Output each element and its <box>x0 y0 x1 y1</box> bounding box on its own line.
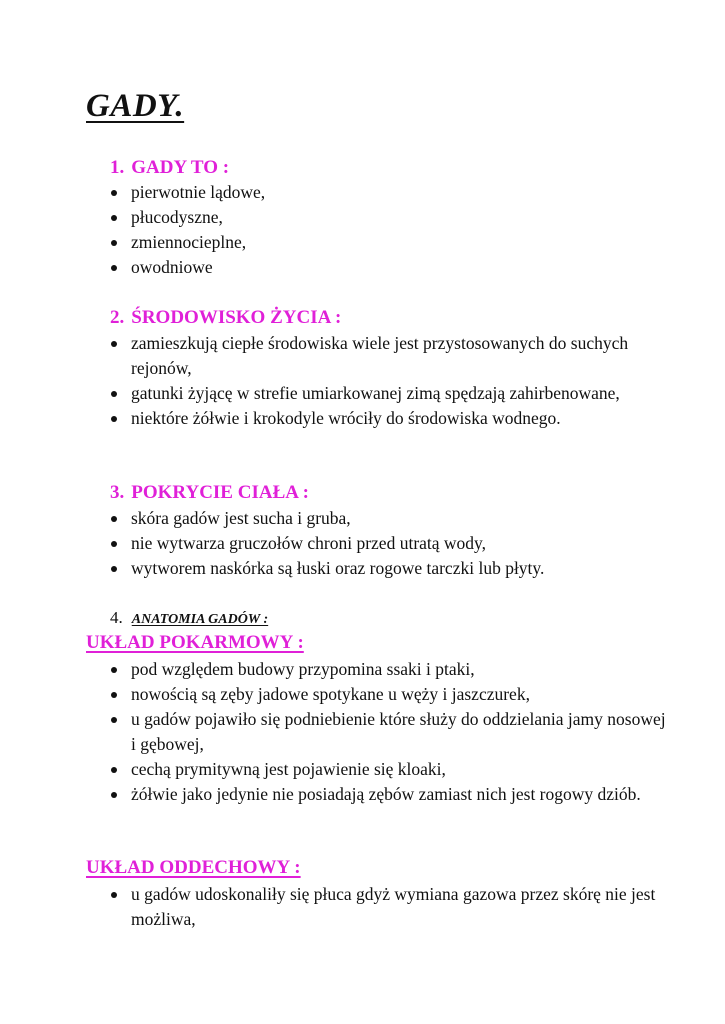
list-item-text: zamieszkują ciepłe środowiska wiele jest przystosowanych do suchych rejonów, <box>131 333 629 378</box>
list-item-text: gatunki żyjącę w strefie umiarkowanej zimą spędzają zahirbenowane, <box>131 383 620 403</box>
subsection-list-respiratory <box>108 882 668 932</box>
section-title: ANATOMIA GADÓW : <box>131 612 269 627</box>
section-title: GADY TO : <box>131 157 230 178</box>
list-item-text: nie wytwarza gruczołów chroni przed utratą wody, <box>131 533 487 553</box>
bullet-icon <box>111 767 117 773</box>
bullet-icon <box>111 190 117 196</box>
bullet-icon <box>111 240 117 246</box>
list-item-text: wytworem naskórka są łuski oraz rogowe tarczki lub płyty. <box>131 558 545 578</box>
section-number: 4. <box>110 608 123 627</box>
bullet-icon <box>111 416 117 422</box>
list-item-text: płucodyszne, <box>131 207 223 227</box>
list-item <box>108 556 668 581</box>
list-item-text: cechą prymitywną jest pojawienie się kloaki, <box>131 759 446 779</box>
bullet-icon <box>111 792 117 798</box>
section-title: POKRYCIE CIAŁA : <box>131 482 309 503</box>
bullet-icon <box>111 516 117 522</box>
list-item <box>108 757 668 782</box>
subsection-heading-digestive: UKŁAD POKARMOWY : <box>86 632 304 653</box>
list-item <box>108 406 668 431</box>
list-item-text: u gadów pojawiło się podniebienie które służy do oddzielania jamy nosowej i gębowej, <box>131 709 666 754</box>
section-heading-3 <box>110 481 309 505</box>
section-list-1 <box>108 180 668 280</box>
list-item-text: niektóre żółwie i krokodyle wróciły do środowiska wodnego. <box>131 408 561 428</box>
section-heading-2 <box>110 306 341 330</box>
list-item-text: żółwie jako jedynie nie posiadają zębów zamiast nich jest rogowy dziób. <box>131 784 641 804</box>
list-item <box>108 531 668 556</box>
section-title: ŚRODOWISKO ŻYCIA : <box>131 307 342 328</box>
list-item <box>108 230 668 255</box>
bullet-icon <box>111 341 117 347</box>
list-item <box>108 381 668 406</box>
list-item <box>108 782 668 807</box>
list-item <box>108 882 668 932</box>
section-number: 2. <box>110 307 125 328</box>
list-item <box>108 180 668 205</box>
list-item-text: nowością są zęby jadowe spotykane u węży i jaszczurek, <box>131 684 530 704</box>
list-item <box>108 506 668 531</box>
bullet-icon <box>111 692 117 698</box>
section-number: 1. <box>110 157 125 178</box>
bullet-icon <box>111 541 117 547</box>
bullet-icon <box>111 391 117 397</box>
section-list-2 <box>108 331 668 431</box>
list-item-text: skóra gadów jest sucha i gruba, <box>131 508 351 528</box>
subsection-list-digestive <box>108 657 668 807</box>
bullet-icon <box>111 717 117 723</box>
bullet-icon <box>111 265 117 271</box>
list-item <box>108 682 668 707</box>
section-heading-4 <box>110 607 268 631</box>
list-item-text: pod względem budowy przypomina ssaki i ptaki, <box>131 659 475 679</box>
list-item <box>108 205 668 230</box>
bullet-icon <box>111 892 117 898</box>
bullet-icon <box>111 566 117 572</box>
list-item <box>108 331 668 381</box>
bullet-icon <box>111 667 117 673</box>
bullet-icon <box>111 215 117 221</box>
list-item <box>108 707 668 757</box>
list-item <box>108 657 668 682</box>
section-heading-1 <box>110 156 229 180</box>
list-item-text: u gadów udoskonaliły się płuca gdyż wymiana gazowa przez skórę nie jest możliwa, <box>131 884 656 929</box>
page-title: GADY. <box>86 88 185 124</box>
list-item-text: pierwotnie lądowe, <box>131 182 266 202</box>
section-number: 3. <box>110 482 125 503</box>
subsection-heading-respiratory: UKŁAD ODDECHOWY : <box>86 857 301 878</box>
list-item <box>108 255 668 280</box>
list-item-text: owodniowe <box>131 257 213 277</box>
list-item-text: zmiennocieplne, <box>131 232 247 252</box>
section-list-3 <box>108 506 668 581</box>
